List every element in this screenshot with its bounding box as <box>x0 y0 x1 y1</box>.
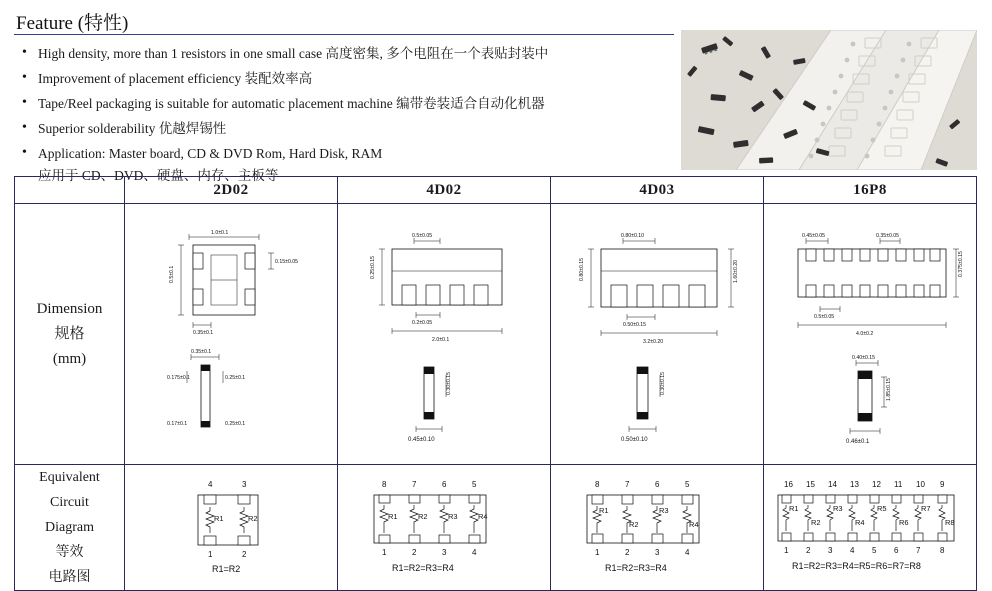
row-label-line: Circuit <box>50 495 89 510</box>
resistor-label: R2 <box>629 519 639 529</box>
dim-label: 0.17±0.1 <box>167 421 188 427</box>
resistor-label: R4 <box>689 519 699 529</box>
dim-label: 0.35±0.1 <box>191 349 212 355</box>
dim-label: 0.50±0.15 <box>623 322 647 328</box>
row-label-line: (mm) <box>52 350 87 367</box>
pin-label: 3 <box>828 545 833 555</box>
page-title: Feature (特性) <box>16 13 129 34</box>
dim-label: 4.0±0.2 <box>856 331 874 337</box>
pin-label: 12 <box>872 479 881 489</box>
pin-label: 5 <box>472 479 477 489</box>
dim-label: 1.60±0.20 <box>733 259 739 283</box>
list-item: • Application: Master board, CD & DVD Rom, Hard Disk, RAM <box>22 144 672 164</box>
column-header-4d03: 4D03 <box>551 177 764 204</box>
pin-label: 9 <box>940 479 945 489</box>
dim-label: 0.5±0.1 <box>169 265 175 283</box>
row-label-line: Diagram <box>45 520 94 535</box>
pin-label: 14 <box>828 479 837 489</box>
pin-label: 2 <box>625 547 630 557</box>
dim-label: 1.0±0.1 <box>211 230 229 236</box>
resistor-label: R5 <box>877 503 887 513</box>
pin-label: 3 <box>655 547 660 557</box>
resistor-label: R1 <box>388 511 398 521</box>
dim-label: 0.2±0.05 <box>412 320 433 326</box>
dim-label: 0.5±0.05 <box>412 233 433 239</box>
pin-label: 6 <box>442 479 447 489</box>
list-item: • Improvement of placement efficiency 装配效率高 <box>22 69 672 89</box>
list-item-sub: 应用于 CD、DVD、硬盘、内存、主板等 <box>38 168 279 183</box>
resistor-label: R4 <box>478 511 488 521</box>
dimension-drawing-16p8 <box>764 204 977 465</box>
pin-label: 4 <box>472 547 477 557</box>
circuit-diagram-16p8 <box>764 465 977 591</box>
dim-label: 0.25±0.1 <box>225 421 246 427</box>
dim-label: 0.50±0.10 <box>621 437 648 443</box>
circuit-diagram-2d02 <box>125 465 338 591</box>
dim-label: 0.35±0.1 <box>193 330 214 336</box>
pin-label: 8 <box>595 479 600 489</box>
corner-cell <box>15 177 125 204</box>
column-header-4d02: 4D02 <box>338 177 551 204</box>
pin-label: 5 <box>872 545 877 555</box>
dimension-drawing-2d02 <box>125 204 338 465</box>
dim-label: 0.25±0.15 <box>370 255 376 279</box>
dim-label: 0.80±0.15 <box>579 257 585 281</box>
dim-label: 0.15±0.05 <box>275 259 299 265</box>
resistor-label: R3 <box>659 505 669 515</box>
resistor-label: R3 <box>448 511 458 521</box>
circuit-diagram-4d03 <box>551 465 764 591</box>
column-header-2d02: 2D02 <box>125 177 338 204</box>
dim-label: 0.30±0.15 <box>660 371 666 395</box>
dim-label: 0.45±0.10 <box>408 437 435 443</box>
resistor-label: R1 <box>599 505 609 515</box>
pin-label: 4 <box>685 547 690 557</box>
row-label-dimension <box>15 204 125 465</box>
resistor-label: R4 <box>855 517 865 527</box>
dim-label: 0.35±0.05 <box>876 233 900 239</box>
row-label-equivalent-circuit <box>15 465 125 591</box>
list-item: • High density, more than 1 resistors in one small case 高度密集, 多个电阻在一个表贴封装中 <box>22 44 672 64</box>
table-row-dimension <box>15 204 977 465</box>
pin-label: 8 <box>940 545 945 555</box>
resistor-label: R6 <box>899 517 909 527</box>
pin-label: 2 <box>412 547 417 557</box>
pin-label: 2 <box>242 549 247 559</box>
dim-label: 0.45±0.05 <box>802 233 826 239</box>
dim-label: 1.85±0.15 <box>886 377 892 401</box>
resistor-label: R8 <box>945 517 955 527</box>
resistor-label: R2 <box>248 513 258 523</box>
circuit-note: R1=R2 <box>212 563 241 574</box>
circuit-note: R1=R2=R3=R4 <box>392 562 454 573</box>
pin-label: 1 <box>595 547 600 557</box>
pin-label: 4 <box>850 545 855 555</box>
pin-label: 7 <box>412 479 417 489</box>
pin-label: 3 <box>242 479 247 489</box>
list-item: • Superior solderability 优越焊锡性 <box>22 119 672 139</box>
list-item: • Tape/Reel packaging is suitable for automatic placement machine 编带卷装适合自动化机器 <box>22 94 672 114</box>
resistor-label: R2 <box>811 517 821 527</box>
resistor-label: R3 <box>833 503 843 513</box>
dim-label: 0.80±0.10 <box>621 233 645 239</box>
resistor-label: R2 <box>418 511 428 521</box>
dim-label: 0.175±0.1 <box>167 375 191 381</box>
row-label-line: Dimension <box>36 300 103 317</box>
circuit-note: R1=R2=R3=R4 <box>605 562 667 573</box>
pin-label: 7 <box>916 545 921 555</box>
table-row-equivalent-circuit <box>15 465 977 591</box>
pin-label: 1 <box>208 549 213 559</box>
resistor-label: R1 <box>789 503 799 513</box>
row-label-line: 等效 <box>55 545 84 560</box>
row-label-line: Equivalent <box>39 470 100 485</box>
title-divider <box>14 34 674 35</box>
pin-label: 1 <box>382 547 387 557</box>
product-photo <box>681 30 977 170</box>
pin-label: 7 <box>625 479 630 489</box>
pin-label: 6 <box>894 545 899 555</box>
row-label-line: 电路图 <box>48 570 91 585</box>
resistor-label: R1 <box>214 513 224 523</box>
pin-label: 15 <box>806 479 815 489</box>
dim-label: 0.40±0.15 <box>852 355 876 361</box>
resistor-label: R7 <box>921 503 931 513</box>
pin-label: 13 <box>850 479 859 489</box>
pin-label: 2 <box>806 545 811 555</box>
pin-label: 6 <box>655 479 660 489</box>
pin-label: 10 <box>916 479 925 489</box>
pin-label: 5 <box>685 479 690 489</box>
table-header-row <box>15 177 977 204</box>
dim-label: 3.2±0.20 <box>643 339 664 345</box>
pin-label: 1 <box>784 545 789 555</box>
pin-label: 3 <box>442 547 447 557</box>
pin-label: 16 <box>784 479 793 489</box>
dimension-drawing-4d02 <box>338 204 551 465</box>
dim-label: 0.25±0.1 <box>225 375 246 381</box>
dim-label: 0.5±0.05 <box>814 314 835 320</box>
pin-label: 8 <box>382 479 387 489</box>
row-label-line: 规格 <box>54 325 85 342</box>
dim-label: 0.375±0.15 <box>958 251 964 277</box>
feature-bullet-list <box>22 44 672 190</box>
dim-label: 2.0±0.1 <box>432 337 450 343</box>
column-header-16p8: 16P8 <box>764 177 977 204</box>
dim-label: 0.30±0.15 <box>446 371 452 395</box>
spec-table <box>14 176 977 591</box>
circuit-note: R1=R2=R3=R4=R5=R6=R7=R8 <box>792 560 921 571</box>
circuit-diagram-4d02 <box>338 465 551 591</box>
pin-label: 4 <box>208 479 213 489</box>
dimension-drawing-4d03 <box>551 204 764 465</box>
dim-label: 0.46±0.1 <box>846 439 870 445</box>
pin-label: 11 <box>894 479 903 489</box>
